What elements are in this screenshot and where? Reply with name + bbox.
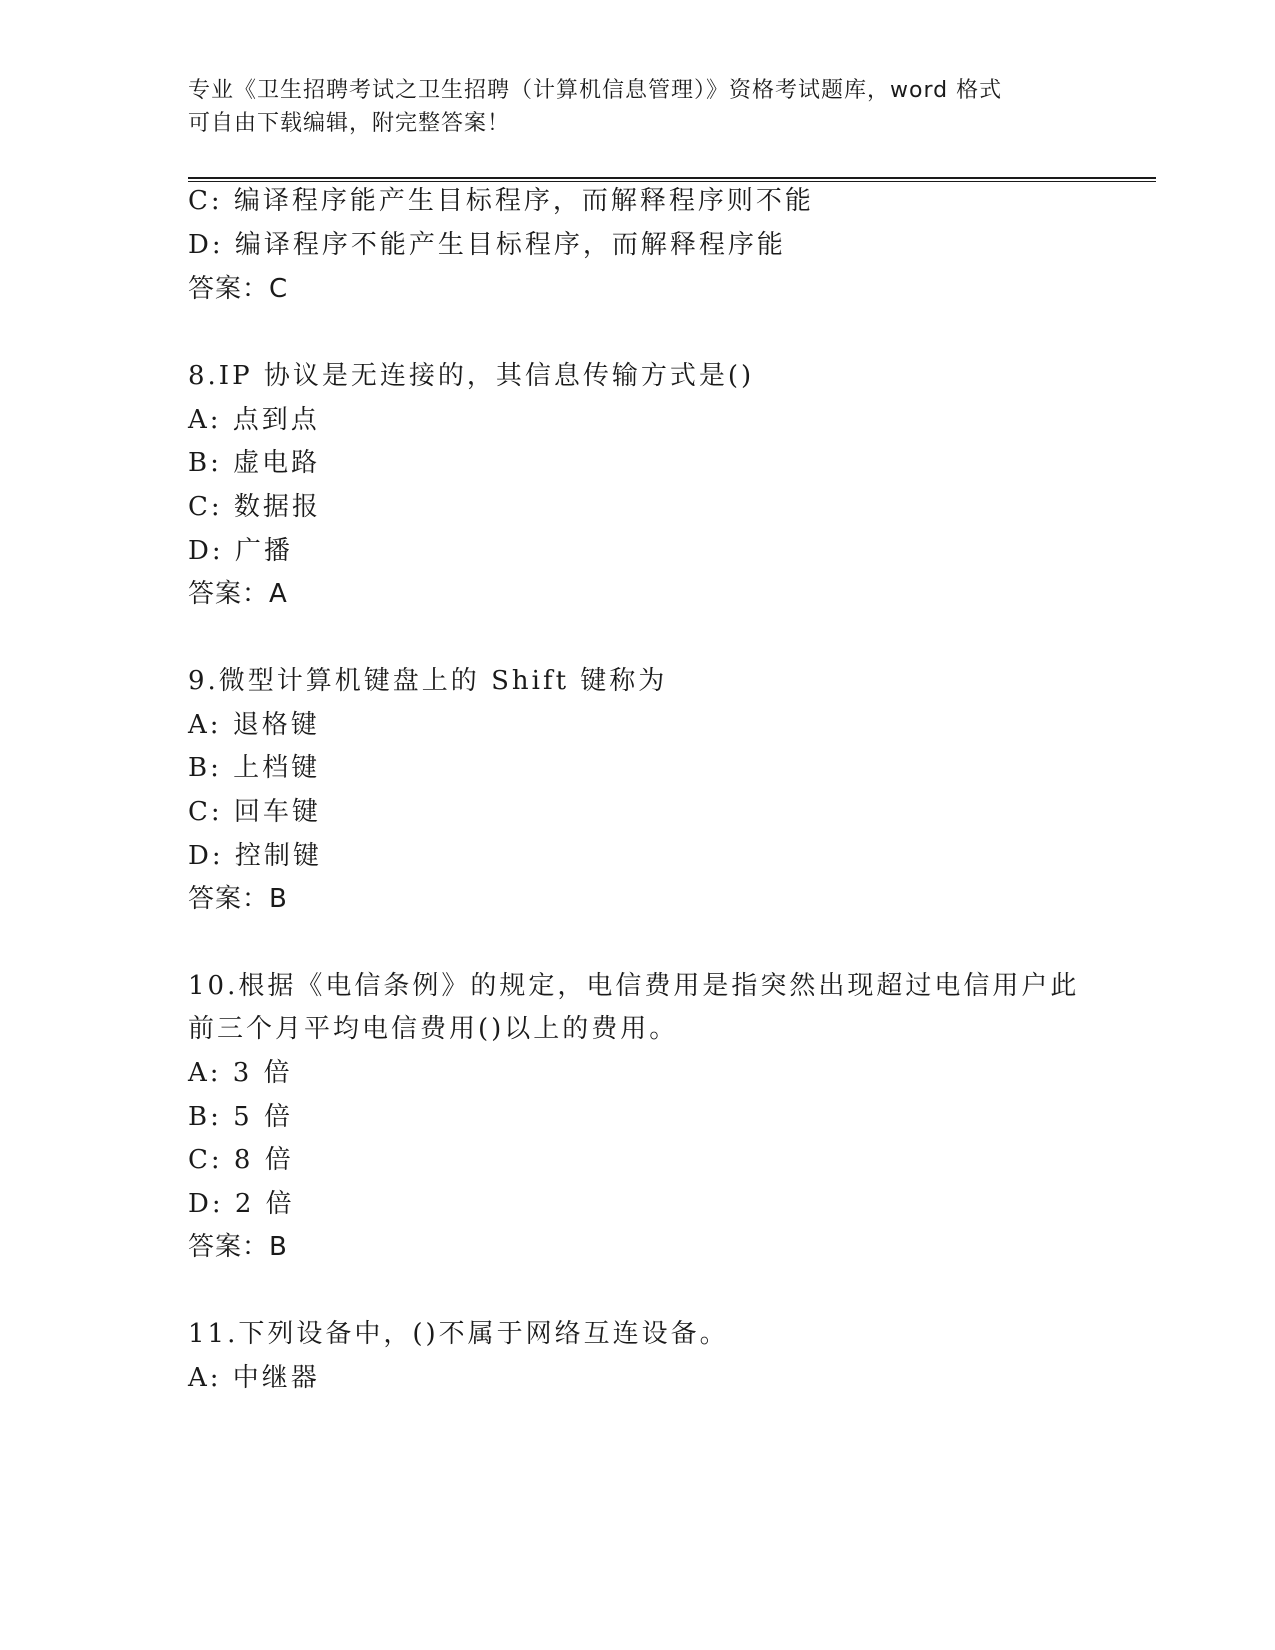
option-b: B: 虚电路 bbox=[188, 448, 321, 478]
option-b: B: 5 倍 bbox=[188, 1102, 293, 1132]
header-line-2: 可自由下载编辑，附完整答案！ bbox=[188, 111, 511, 136]
option-c: C: 回车键 bbox=[188, 797, 321, 827]
option-d: D: 编译程序不能产生目标程序，而解释程序能 bbox=[188, 230, 786, 260]
header-line-1: 专业《卫生招聘考试之卫生招聘（计算机信息管理）》资格考试题库，word 格式 bbox=[188, 78, 1003, 103]
option-d: D: 2 倍 bbox=[188, 1189, 295, 1219]
option-d: D: 广播 bbox=[188, 536, 293, 566]
option-a: A: 退格键 bbox=[188, 710, 320, 740]
answer: 答案：C bbox=[188, 274, 289, 304]
option-a: A: 点到点 bbox=[188, 405, 320, 435]
question-10-line-1: 10.根据《电信条例》的规定，电信费用是指突然出现超过电信用户此 bbox=[188, 971, 1080, 1001]
answer: 答案：B bbox=[188, 884, 288, 914]
answer: 答案：B bbox=[188, 1232, 288, 1262]
option-c: C: 编译程序能产生目标程序，而解释程序则不能 bbox=[188, 186, 814, 216]
option-a: A: 中继器 bbox=[188, 1363, 320, 1393]
question-9: 9.微型计算机键盘上的 Shift 键称为 bbox=[188, 666, 668, 696]
option-c: C: 8 倍 bbox=[188, 1145, 294, 1175]
answer: 答案：A bbox=[188, 579, 288, 609]
option-d: D: 控制键 bbox=[188, 841, 322, 871]
question-8: 8.IP 协议是无连接的，其信息传输方式是() bbox=[188, 361, 755, 391]
option-c: C: 数据报 bbox=[188, 492, 321, 522]
header-divider bbox=[188, 177, 1156, 182]
question-10-line-2: 前三个月平均电信费用()以上的费用。 bbox=[188, 1014, 679, 1044]
question-11: 11.下列设备中，()不属于网络互连设备。 bbox=[188, 1319, 729, 1349]
document-header bbox=[188, 74, 1088, 140]
option-a: A: 3 倍 bbox=[188, 1058, 293, 1088]
option-b: B: 上档键 bbox=[188, 753, 321, 783]
